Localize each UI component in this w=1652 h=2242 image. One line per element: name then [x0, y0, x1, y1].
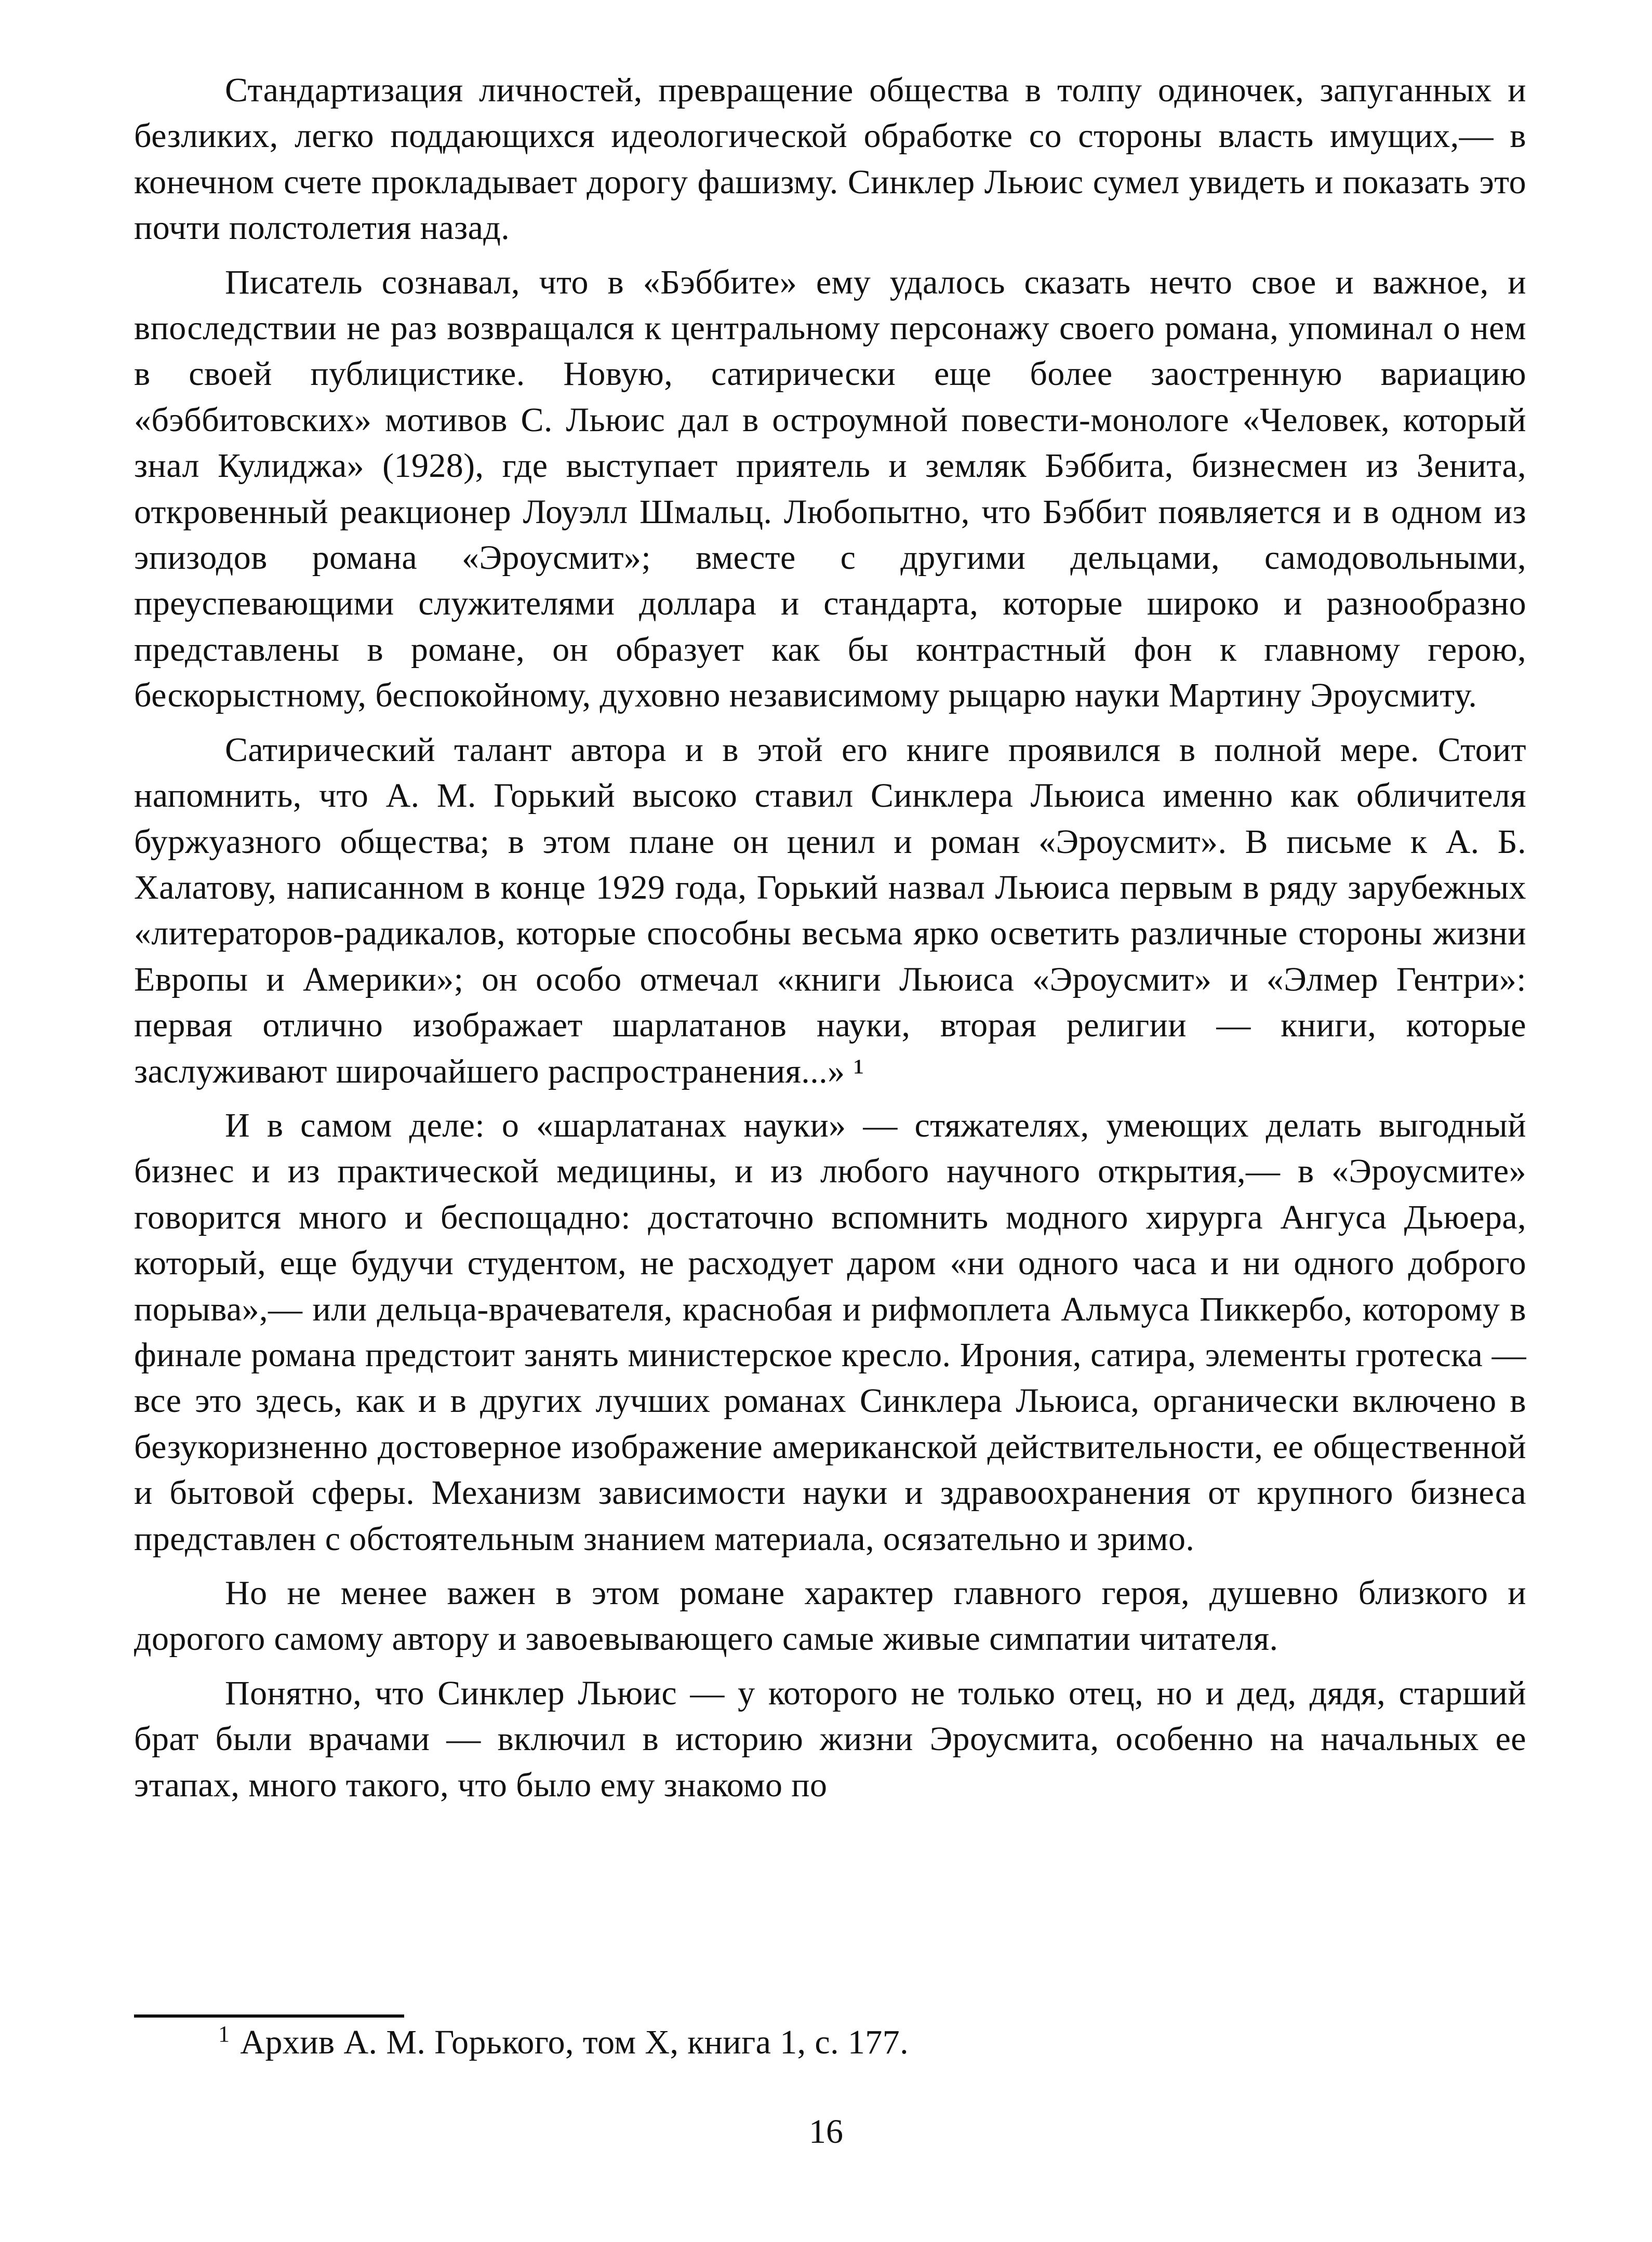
paragraph-6: Понятно, что Синклер Льюис — у которого не только отец, но и дед, дядя, старший брат были врачами — включил в историю жизни Эроусмита, особенно на начальных ее этапах, много такого, что было ему знакомо по [134, 1674, 1526, 1804]
footnote [218, 2020, 1465, 2065]
footnote-text: Архив А. М. Горького, том X, книга 1, с. 177. [240, 2023, 909, 2061]
page-number: 16 [809, 2113, 843, 2151]
paragraph-5: Но не менее важен в этом романе характер главного героя, душевно близкого и дорогого самому автору и завоевывающего самые живые симпатии читателя. [134, 1574, 1526, 1658]
footnote-divider [134, 2014, 404, 2018]
paragraph-2: Писатель сознавал, что в «Бэббите» ему удалось сказать нечто свое и важное, и впоследствии не раз возвращался к центральному персонажу своего романа, упоминал о нем в своей публицистике. Новую, сатирически еще более заостренную вариацию «бэббитовских» мотивов С. Льюис дал в остроумной повести-монологе «Человек, который знал Кулиджа» (1928), где выступает приятель и земляк Бэббита, бизнесмен из Зенита, откровенный реакционер Лоуэлл Шмальц. Любопытно, что Бэббит появляется и в одном из эпизодов романа «Эроусмит»; вместе с другими дельцами, самодовольными, преуспевающими служителями доллара и стандарта, которые широко и разнообразно представлены в романе, он образует как бы контрастный фон к главному герою, бескорыстному, беспокойному, духовно независимому рыцарю науки Мартину Эроусмиту. [134, 263, 1526, 715]
page-body [134, 68, 1526, 1817]
paragraph-1: Стандартизация личностей, превращение общества в толпу одиночек, запуганных и безликих, легко поддающихся идеологической обработке со стороны власть имущих,— в конечном счете прокладывает дорогу фашизму. Синклер Льюис сумел увидеть и показать это почти полстолетия назад. [134, 71, 1526, 247]
footnote-marker: 1 [218, 2021, 230, 2047]
paragraph-3: Сатирический талант автора и в этой его книге проявился в полной мере. Стоит напомнить, что А. М. Горький высоко ставил Синклера Льюиса именно как обличителя буржуазного общества; в этом плане он ценил и роман «Эроусмит». В письме к А. Б. Халатову, написанном в конце 1929 года, Горький назвал Льюиса первым в ряду зарубежных «литераторов-радикалов, которые способны весьма ярко осветить различные стороны жизни Европы и Америки»; он особо отмечал «книги Льюиса «Эроусмит» и «Элмер Гентри»: первая отлично изображает шарлатанов науки, вторая религии — книги, которые заслуживают широчайшего распространения...» ¹ [134, 730, 1526, 1090]
paragraph-4: И в самом деле: о «шарлатанах науки» — стяжателях, умеющих делать выгодный бизнес и из практической медицины, и из любого научного открытия,— в «Эроусмите» говорится много и беспощадно: достаточно вспомнить модного хирурга Ангуса Дьюера, который, еще будучи студентом, не расходует даром «ни одного часа и ни одного доброго порыва»,— или дельца-врачевателя, краснобая и рифмоплета Альмуса Пиккербо, которому в финале романа предстоит занять министерское кресло. Ирония, сатира, элементы гротеска — все это здесь, как и в других лучших романах Синклера Льюиса, органически включено в безукоризненно достоверное изображение американской действительности, ее общественной и бытовой сферы. Механизм зависимости науки и здравоохранения от крупного бизнеса представлен с обстоятельным знанием материала, осязательно и зримо. [134, 1106, 1526, 1558]
